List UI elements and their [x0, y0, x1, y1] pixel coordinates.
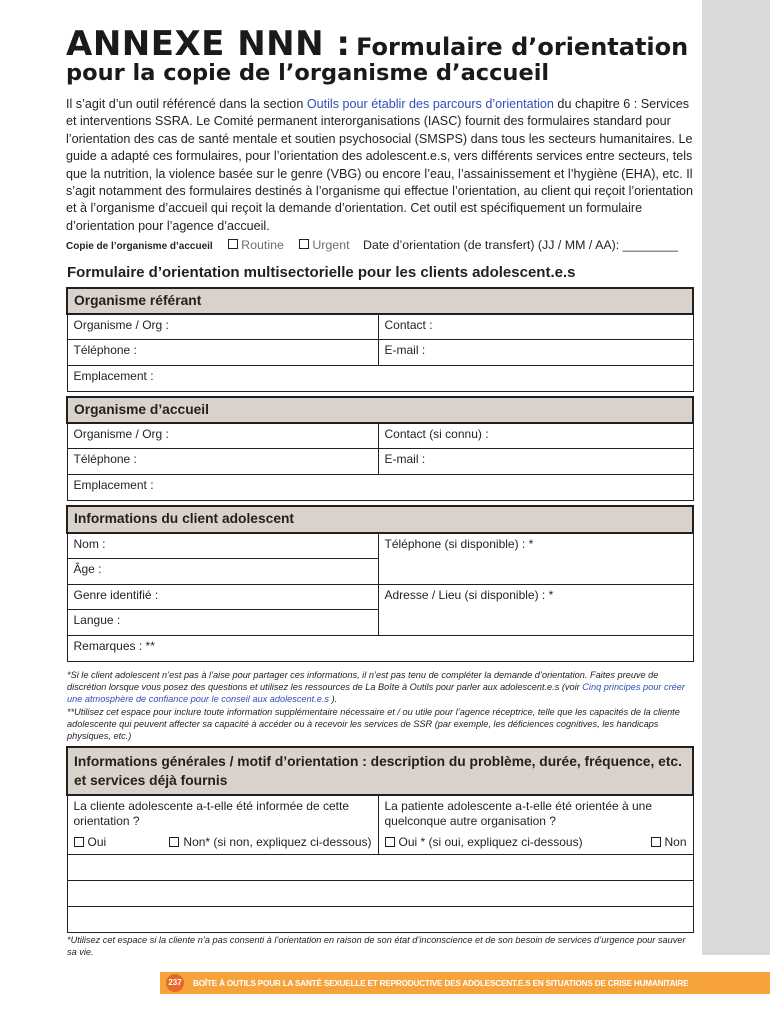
client-header: Informations du client adolescent: [67, 506, 693, 533]
urgent-label: Urgent: [312, 238, 350, 252]
receiver-location-field[interactable]: Emplacement :: [67, 474, 693, 500]
informed-yes-option[interactable]: [74, 835, 107, 849]
receiver-header: Organisme d’accueil: [67, 397, 693, 423]
receiver-phone-field[interactable]: Téléphone :: [67, 448, 378, 474]
client-footnotes: [67, 669, 697, 742]
informed-yes-label: Oui: [87, 835, 107, 849]
other-referral-yes-checkbox[interactable]: [385, 837, 395, 847]
referrer-section: [66, 287, 694, 392]
copy-line: [66, 238, 696, 252]
receiver-org-field[interactable]: Organisme / Org :: [67, 423, 378, 448]
footnote-1: [67, 669, 697, 706]
referrer-header: Organisme référant: [67, 288, 693, 314]
footnote-1-text: *Si le client adolescent n’est pas à l’aise pour partager ces informations, il n’est pas tenu de compléter la demande d’orientation. Faites preuve de discrétion lorsque vous posez des questions et utilisez les ressources de La Boîte à Outils pour parler aux adolescent.e.s (voir: [67, 670, 659, 693]
intro-text-2: du chapitre 6 : Services et interventions SSRA. Le Comité permanent interorganisations (IASC) fournit des formulaires standard pour l’orientation des cas de santé mentale et soutien psychosocial (SMSPS) dans tous les secteurs humanitaires. Le guide a adapté ces formulaires, pour l’orientation des adolescent.e.s, vers différents services entre secteurs, tels que la nutrition, la violence basée sur le genre (VBG) ou encore l’eau, l’assainissement et l’hygiène (EHA), etc. Il s’agit notamment des formulaires destinés à l’organisme qui effectue l’orientation, au client qui reçoit l’orientation et à l’organisme d’accueil qui reçoit la demande d’orientation. Cet outil est spécifiquement un formulaire d’orientation pour l’agence d’accueil.: [66, 97, 693, 233]
side-margin-panel: [702, 0, 770, 955]
referrer-email-field[interactable]: E-mail :: [378, 339, 693, 365]
page-title: [66, 24, 688, 64]
consent-footnote: *Utilisez cet espace si la cliente n’a pas consenti à l’orientation en raison de son état d’inconscience et de son besoin de services d’urgence pour sauver sa vie.: [67, 935, 686, 958]
general-info-line-3[interactable]: [67, 906, 693, 932]
routine-checkbox[interactable]: [228, 239, 238, 249]
intro-link[interactable]: Outils pour établir des parcours d’orientation: [306, 97, 554, 111]
title-form-label: Formulaire d’orientation: [356, 33, 689, 61]
receiver-email-field[interactable]: E-mail :: [378, 448, 693, 474]
client-remarks-field[interactable]: Remarques : **: [67, 635, 693, 661]
referrer-phone-field[interactable]: Téléphone :: [67, 339, 378, 365]
client-section: [66, 505, 694, 662]
referral-date-field[interactable]: Date d’orientation (de transfert) (JJ / MM / AA): ________: [363, 238, 678, 252]
routine-label: Routine: [241, 238, 284, 252]
informed-yes-checkbox[interactable]: [74, 837, 84, 847]
intro-paragraph: [66, 96, 696, 235]
form-title: Formulaire d’orientation multisectorielle pour les clients adolescent.e.s: [67, 264, 576, 281]
footnote-2: **Utilisez cet espace pour inclure toute information supplémentaire nécessaire et / ou utile pour l’agence réceptrice, telle que les capacités de la cliente adolescente qui peuvent affecter sa capacité à accéder ou à recevoir les services de SSR (par exemple, les déficiences cognitives, les handicaps physiques, etc.): [67, 706, 680, 742]
footnote-1-link[interactable]: Cinq principes pour créer une atmosphère de confiance pour le conseil aux adolescent.e.s: [67, 682, 685, 705]
general-info-header: Informations générales / motif d’orientation : description du problème, durée, fréquence, etc. et services déjà fournis: [67, 747, 693, 795]
informed-no-option[interactable]: [169, 835, 371, 849]
urgent-checkbox[interactable]: [299, 239, 309, 249]
general-info-section: [66, 746, 694, 933]
informed-no-label: Non* (si non, expliquez ci-dessous): [183, 835, 372, 849]
informed-options: [67, 832, 378, 854]
other-referral-yes-label: Oui * (si oui, expliquez ci-dessous): [398, 835, 583, 849]
referrer-contact-field[interactable]: Contact :: [378, 314, 693, 339]
client-age-field[interactable]: Âge :: [67, 558, 378, 584]
intro-text-1: Il s’agit d’un outil référencé dans la section: [66, 97, 307, 111]
client-gender-field[interactable]: Genre identifié :: [67, 584, 378, 609]
client-language-field[interactable]: Langue :: [67, 609, 378, 635]
copy-label: Copie de l’organisme d’accueil: [66, 241, 213, 252]
receiver-section: [66, 396, 694, 501]
other-referral-question: La patiente adolescente a-t-elle été orientée à une quelconque autre organisation ?: [378, 795, 693, 832]
other-referral-options: [378, 832, 693, 854]
other-referral-no-option[interactable]: [651, 835, 687, 849]
general-info-line-1[interactable]: [67, 854, 693, 880]
other-referral-yes-option[interactable]: [385, 835, 583, 849]
client-address-field[interactable]: Adresse / Lieu (si disponible) : *: [378, 584, 693, 635]
receiver-contact-field[interactable]: Contact (si connu) :: [378, 423, 693, 448]
informed-no-checkbox[interactable]: [169, 837, 179, 847]
footer-text: BOÎTE À OUTILS POUR LA SANTÉ SEXUELLE ET REPRODUCTIVE DES ADOLESCENT.E.S EN SITUATIONS DE CRISE HUMANITAIRE: [193, 979, 689, 988]
general-info-line-2[interactable]: [67, 880, 693, 906]
footnote-1-end: ).: [329, 694, 338, 705]
page-number: 237: [166, 974, 184, 992]
other-referral-no-label: Non: [664, 835, 687, 849]
client-name-field[interactable]: Nom :: [67, 533, 378, 558]
informed-question: La cliente adolescente a-t-elle été informée de cette orientation ?: [67, 795, 378, 832]
client-phone-field[interactable]: Téléphone (si disponible) : *: [378, 533, 693, 584]
title-annex-label: ANNEXE NNN :: [66, 24, 351, 64]
referrer-location-field[interactable]: Emplacement :: [67, 365, 693, 391]
page-subtitle: pour la copie de l’organisme d’accueil: [66, 60, 550, 86]
other-referral-no-checkbox[interactable]: [651, 837, 661, 847]
referrer-org-field[interactable]: Organisme / Org :: [67, 314, 378, 339]
